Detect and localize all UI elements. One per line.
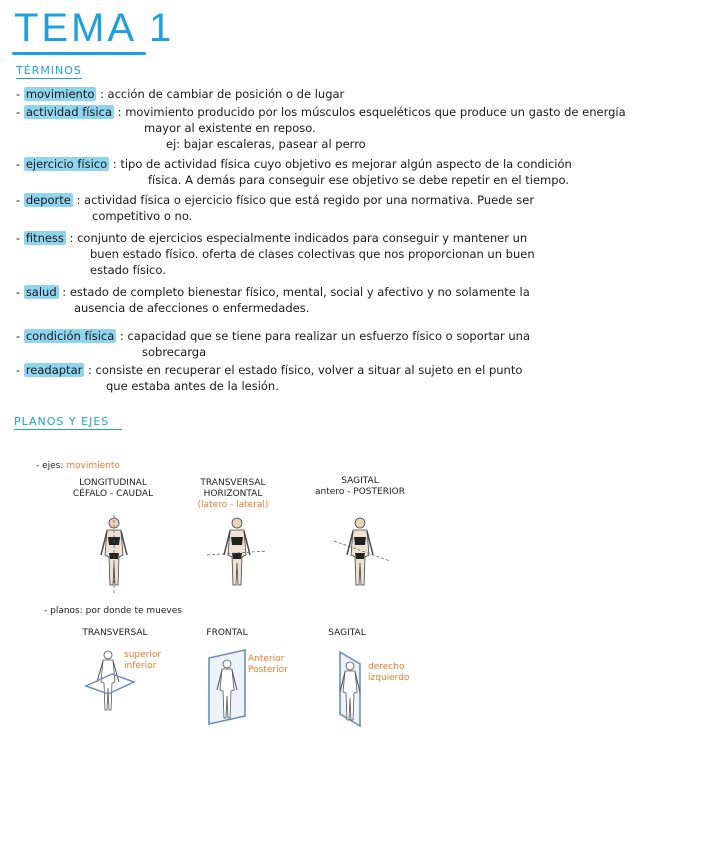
transversal-axis-figure [205, 515, 269, 593]
axis-name: LONGITUDINAL [79, 478, 147, 488]
terms-heading: TÉRMINOS [16, 64, 82, 77]
term-label: fitness [25, 231, 64, 245]
definition-line: estado de completo bienestar físico, mental, social y afectivo y no solamente la [69, 285, 530, 299]
sagital-plane-figure [330, 648, 370, 728]
axis-name: SAGITAL [341, 476, 379, 486]
entry-deporte: - deporte : actividad física o ejercicio físico que está regido por una normativa. Puede ser competitivo o no. [16, 192, 691, 224]
definition-line: capacidad que se tiene para realizar un esfuerzo físico o soportar una [127, 329, 531, 343]
plane-transversal-title: TRANSVERSAL [82, 628, 148, 638]
definition-line: competitivo o no. [92, 209, 193, 223]
entry-readaptar: - readaptar : consiste en recuperar el estado físico, volver a situar al sujeto en el punto que estaba antes de la lesión. [16, 362, 691, 394]
definition-line: ausencia de afecciones o enfermedades. [74, 301, 310, 315]
definition-line: buen estado físico. oferta de clases colectivas que nos proporcionan un buen [90, 247, 535, 261]
entry-condicion-fisica: - condición física : capacidad que se tiene para realizar un esfuerzo físico o soportar una sobrecarga [16, 328, 691, 360]
axis-note: (latero - lateral) [197, 500, 269, 510]
axis-longitudinal-caption [58, 478, 168, 500]
definition-line: sobrecarga [142, 345, 207, 359]
entry-movimiento: - movimiento : acción de cambiar de posición o de lugar [16, 87, 345, 101]
definition-line: mayor al existente en reposo. [144, 121, 316, 135]
terms-heading-underline [16, 78, 82, 79]
term-label: movimiento [25, 87, 95, 101]
term-label: salud [25, 285, 57, 299]
axes-note: movimiento [66, 461, 120, 471]
definition-line: acción de cambiar de posición o de lugar [107, 87, 345, 101]
longitudinal-axis-figure [92, 515, 136, 593]
entry-ejercicio-fisico: - ejercicio físico : tipo de actividad física cuyo objetivo es mejorar algún aspecto de la condición física. A demás para conseguir ese objetivo se debe repetir en el tiempo. [16, 156, 691, 188]
definition-line: que estaba antes de la lesión. [106, 379, 279, 393]
entry-actividad-fisica: - actividad física : movimiento producido por los músculos esqueléticos que produce un gasto de energía mayor al existente en reposo. ej: bajar escaleras, pasear al perro [16, 104, 691, 152]
axis-transversal-caption [178, 478, 288, 511]
planes-label-text: planos: por donde te mueves [50, 606, 182, 616]
term-label: ejercicio físico [25, 157, 108, 171]
frontal-plane-figure [205, 648, 251, 728]
plane-note: superior [124, 650, 162, 660]
entry-salud: - salud : estado de completo bienestar físico, mental, social y afectivo y no solamente la ausencia de afecciones o enfermedades. [16, 284, 691, 316]
axis-sub: HORIZONTAL [203, 489, 263, 499]
term-label: deporte [25, 193, 71, 207]
term-label: actividad física [25, 105, 112, 119]
plane-note: inferior [124, 661, 157, 671]
plane-transversal-notes [124, 650, 161, 672]
definition-line: consiste en recuperar el estado físico, volver a situar al sujeto en el punto [95, 363, 523, 377]
definition-line: actividad física o ejercicio físico que está regido por una normativa. Puede ser [84, 193, 535, 207]
plane-frontal-notes [248, 654, 288, 676]
page-title: TEMA 1 [14, 6, 175, 50]
entry-fitness: - fitness : conjunto de ejercicios especialmente indicados para conseguir y mantener un buen estado físico. oferta de clases colectivas que nos proporcionan un buen estado físico. [16, 230, 691, 278]
plane-frontal-title: FRONTAL [206, 628, 248, 638]
term-label: readaptar [25, 363, 83, 377]
plane-sagital-title: SAGITAL [328, 628, 366, 638]
plane-note: Anterior [248, 654, 285, 664]
definition-line: tipo de actividad física cuyo objetivo es mejorar algún aspecto de la condición [120, 157, 572, 171]
definition-line: física. A demás para conseguir ese objetivo se debe repetir en el tiempo. [148, 173, 570, 187]
plane-note: izquierdo [368, 673, 410, 683]
axis-sub: CÉFALO - CAUDAL [72, 489, 154, 499]
axes-label: - ejes: movimiento [36, 461, 120, 471]
title-underline [12, 52, 146, 55]
plane-note: derecho [368, 662, 405, 672]
axis-name: TRANSVERSAL [200, 478, 266, 488]
definition-line: estado físico. [90, 263, 166, 277]
axis-sagital-caption [305, 476, 415, 498]
planes-label: - planos: por donde te mueves [44, 606, 182, 616]
term-label: condición física [25, 329, 115, 343]
definition-line: movimiento producido por los músculos esqueléticos que produce un gasto de energía [125, 105, 626, 119]
sagital-axis-figure [330, 515, 394, 593]
definition-line: conjunto de ejercicios especialmente indicados para conseguir y mantener un [77, 231, 528, 245]
example-line: ej: bajar escaleras, pasear al perro [166, 137, 366, 151]
axis-sub: antero - POSTERIOR [315, 487, 405, 497]
plane-sagital-notes [368, 662, 409, 684]
planes-heading-underline [14, 429, 122, 430]
planes-heading: PLANOS Y EJES [14, 415, 110, 428]
plane-note: Posterior [248, 665, 288, 675]
axes-label-text: ejes: [42, 461, 64, 471]
